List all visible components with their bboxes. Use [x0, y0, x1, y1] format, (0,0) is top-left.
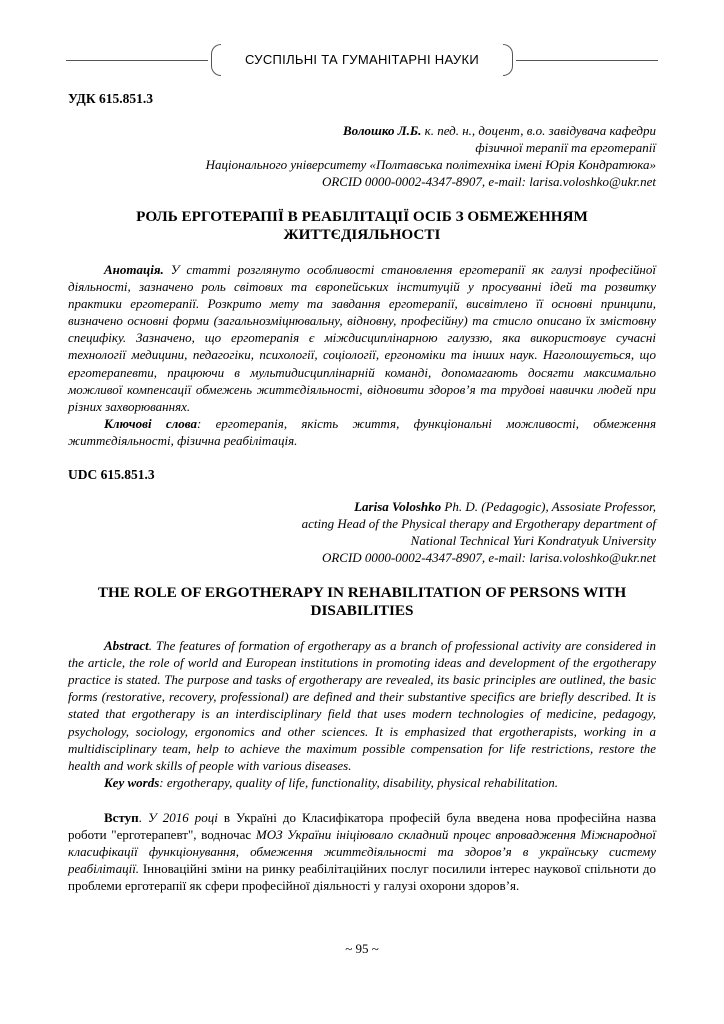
- intro-label: Вступ: [104, 809, 139, 825]
- author-line-2: acting Head of the Physical therapy and Ergotherapy department of: [301, 516, 656, 532]
- abstract-en: [68, 637, 656, 774]
- udc-en: UDC 615.851.3: [68, 467, 155, 483]
- keywords-uk: [68, 415, 656, 449]
- intro-part-2: в Україні до Класифікатора професій була введена нова професійна назва роботи "ерготерапевт", водночас: [68, 809, 657, 842]
- intro-part-1: У 2016 році: [147, 809, 218, 825]
- header-title: СУСПІЛЬНІ ТА ГУМАНІТАРНІ НАУКИ: [245, 52, 479, 67]
- author-name: Larisa Voloshko: [354, 499, 442, 515]
- author-line-4: ORCID 0000-0002-4347-8907, e-mail: larisa.voloshko@ukr.net: [321, 550, 656, 566]
- author-name: Волошко Л.Б.: [343, 123, 422, 138]
- author-line-1: [68, 498, 656, 515]
- running-header: [66, 44, 658, 78]
- intro-part-3: МОЗ України ініціювало складний процес впровадження Міжнародної класифікації функціонування, обмеження життєдіяльності та здоров’я в українську систему реабілітації.: [68, 826, 657, 877]
- keywords-text: : ерготерапія, якість життя, функціональні можливості, обмеження життєдіяльності, фізична реабілітація.: [68, 415, 657, 448]
- keywords-label: Ключові слова: [104, 415, 198, 431]
- intro-paragraph: [68, 809, 656, 894]
- header-brace-right: [503, 44, 513, 76]
- author-line-2: фізичної терапії та ерготерапії: [475, 140, 656, 155]
- author-degree: Ph. D. (Pedagogic), Assosiate Professor,: [441, 499, 656, 515]
- author-line-3: Національного університету «Полтавська політехніка імені Юрія Кондратюка»: [205, 157, 656, 172]
- author-line-1: [68, 122, 656, 139]
- paper-title-en: THE ROLE OF ERGOTHERAPY IN REHABILITATION OF PERSONS WITH DISABILITIES: [97, 584, 627, 620]
- author-line-4: ORCID 0000-0002-4347-8907, e-mail: larisa.voloshko@ukr.net: [321, 174, 656, 189]
- page-number: ~ 95 ~: [345, 941, 379, 956]
- abstract-label: Abstract: [104, 638, 149, 654]
- author-block-en: [68, 498, 656, 566]
- author-degree: к. пед. н., доцент, в.о. завідувача кафедри: [421, 123, 656, 138]
- abstract-text: У статті розглянуто особливості становлення ерготерапії як галузі професійної діяльності, зазначено роль світових та європейських інституцій у просуванні ідей та розвитку практики ерготерапії. Розкрито мету та завдання ерготерапії, висвітлено її основні принципи, визначено основні форми (загальнозміцнювальну, відновну, професійну) та стисло описано їх змістовну специфіку. Зазначено, що ерготерапія є міждисциплінарною галуззю, яка використовує сучасні технології медицини, педагогіки, психології, соціології, ергономіки та інших наук. Наголошується, що ерготерапевти, працюючи в мультидисциплінарній команді, допомагають досягти максимально можливої компенсації обмежень життєдіяльності, відновити здоров’я та трудові навички людей при різних захворюваннях.: [68, 262, 656, 414]
- intro-part-4: Інноваційні зміни на ринку реабілітаційних послуг посилили інтерес наукової спільноти до проблеми ерготерапії як сфери професійної діяльності у галузі охорони здоров’я.: [68, 861, 656, 894]
- header-rule-right: [516, 60, 658, 61]
- header-rule-left: [66, 60, 208, 61]
- abstract-uk: [68, 261, 656, 415]
- intro-sep: .: [138, 809, 148, 825]
- paper-title-uk: РОЛЬ ЕРГОТЕРАПІЇ В РЕАБІЛІТАЦІЇ ОСІБ З ОБМЕЖЕННЯМ ЖИТТЄДІЯЛЬНОСТІ: [136, 208, 588, 243]
- udc-uk: УДК 615.851.3: [68, 91, 153, 106]
- author-block-uk: [68, 122, 656, 190]
- page-content: [68, 84, 656, 894]
- keywords-text: : ergotherapy, quality of life, functionality, disability, physical rehabilitation.: [159, 774, 558, 790]
- abstract-label: Анотація.: [104, 262, 164, 277]
- abstract-text: . The features of formation of ergotherapy as a branch of professional activity are considered in the article, the role of world and European institutions in promoting ideas and development of the ergotherapy practice is stated. The purpose and tasks of ergotherapy are revealed, its basic principles are outlined, the basic forms (restorative, recovery, professional) are defined and their substantive specifics are briefly described. It is stated that ergotherapy is an interdisciplinary field that uses modern technologies of medicine, pedagogy, psychology, sociology, ergonomics and other sciences. It is emphasized that ergotherapists, working in a multidisciplinary team, help to achieve the maximum possible compensation for life restrictions, restore the health and work skills of people with various diseases.: [68, 638, 656, 773]
- keywords-en: [68, 774, 656, 791]
- keywords-label: Key words: [104, 774, 160, 790]
- header-brace-left: [211, 44, 221, 76]
- author-line-3: National Technical Yuri Kondratyuk University: [410, 533, 656, 549]
